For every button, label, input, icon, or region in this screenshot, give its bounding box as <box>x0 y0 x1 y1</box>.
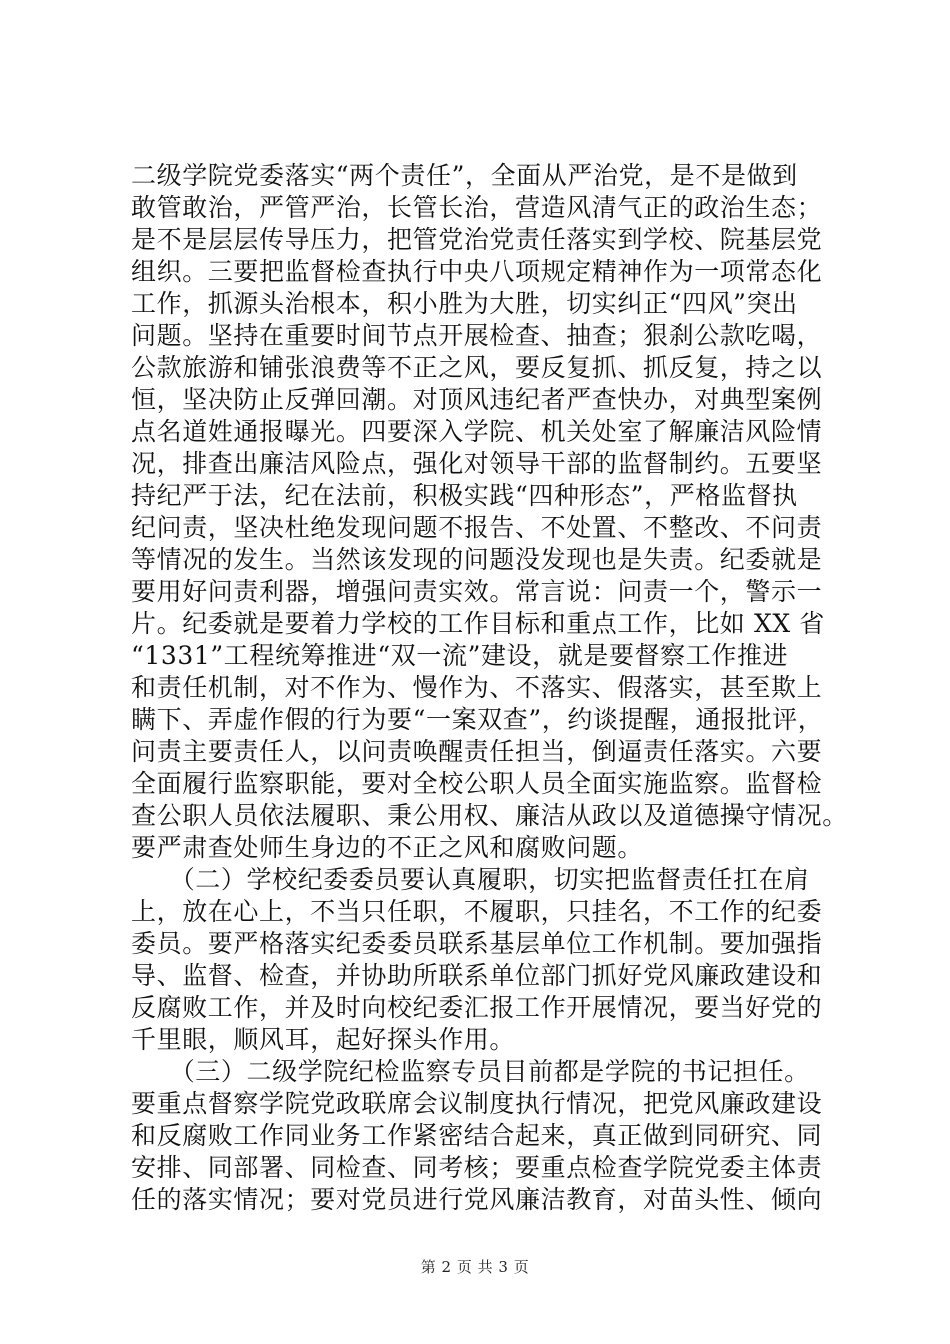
text-line: 持纪严于法，纪在法前，积极实践“四种形态”，严格监督执 <box>131 481 798 510</box>
text-line: 安排、同部署、同检查、同考核；要重点检查学院党委主体责 <box>131 1153 823 1182</box>
text-line: 查公职人员依法履职、秉公用权、廉洁从政以及道德操守情况。 <box>131 801 848 830</box>
text-line: 全面履行监察职能，要对全校公职人员全面实施监察。监督检 <box>131 769 823 798</box>
text-line: 瞒下、弄虚作假的行为要“一案双查”，约谈提醒，通报批评， <box>131 705 824 734</box>
text-line: 恒，坚决防止反弹回潮。对顶风违纪者严查快办，对典型案例 <box>131 385 823 414</box>
text-line: （三）二级学院纪检监察专员目前都是学院的书记担任。 <box>131 1057 810 1086</box>
text-line: 上，放在心上，不当只任职，不履职，只挂名，不工作的纪委 <box>131 897 823 926</box>
text-line: 纪问责，坚决杜绝发现问题不报告、不处置、不整改、不问责 <box>131 513 823 542</box>
text-line: 等情况的发生。当然该发现的问题没发现也是失责。纪委就是 <box>131 545 823 574</box>
text-line: 二级学院党委落实“两个责任”，全面从严治党，是不是做到 <box>131 161 798 190</box>
page-footer: 第 2 页 共 3 页 <box>420 1258 530 1276</box>
text-line: 是不是层层传导压力，把管党治党责任落实到学校、院基层党 <box>131 225 823 254</box>
text-line: 组织。三要把监督检查执行中央八项规定精神作为一项常态化 <box>131 257 823 286</box>
text-line: 敢管敢治，严管严治，长管长治，营造风清气正的政治生态； <box>131 193 823 222</box>
text-line: 况，排查出廉洁风险点，强化对领导干部的监督制约。五要坚 <box>131 449 823 478</box>
text-line: 反腐败工作，并及时向校纪委汇报工作开展情况，要当好党的 <box>131 993 823 1022</box>
text-line: 公款旅游和铺张浪费等不正之风，要反复抓、抓反复，持之以 <box>131 353 823 382</box>
text-line: 问题。坚持在重要时间节点开展检查、抽查；狠刹公款吃喝， <box>131 321 823 350</box>
text-line: 千里眼，顺风耳，起好探头作用。 <box>131 1025 516 1054</box>
text-line: “1331”工程统筹推进“双一流”建设，就是要督察工作推进 <box>131 641 789 670</box>
text-line: 点名道姓通报曝光。四要深入学院、机关处室了解廉洁风险情 <box>131 417 823 446</box>
text-line: 和反腐败工作同业务工作紧密结合起来，真正做到同研究、同 <box>131 1121 823 1150</box>
text-line: 和责任机制，对不作为、慢作为、不落实、假落实，甚至欺上 <box>131 673 823 702</box>
text-line: 导、监督、检查，并协助所联系单位部门抓好党风廉政建设和 <box>131 961 823 990</box>
text-line: 要重点督察学院党政联席会议制度执行情况，把党风廉政建设 <box>131 1089 823 1118</box>
text-line: 片。纪委就是要着力学校的工作目标和重点工作，比如 XX 省 <box>131 609 825 638</box>
text-line: 委员。要严格落实纪委委员联系基层单位工作机制。要加强指 <box>131 929 823 958</box>
document-body <box>131 160 848 1216</box>
text-line: 任的落实情况；要对党员进行党风廉洁教育，对苗头性、倾向 <box>131 1185 823 1214</box>
text-line: 要用好问责利器，增强问责实效。常言说：问责一个，警示一 <box>131 577 823 606</box>
text-line: 问责主要责任人，以问责唤醒责任担当，倒逼责任落实。六要 <box>131 737 823 766</box>
text-line: （二）学校纪委委员要认真履职，切实把监督责任扛在肩 <box>131 865 810 894</box>
text-line: 要严肃查处师生身边的不正之风和腐败问题。 <box>131 833 644 862</box>
text-line: 工作，抓源头治根本，积小胜为大胜，切实纠正“四风”突出 <box>131 289 798 318</box>
